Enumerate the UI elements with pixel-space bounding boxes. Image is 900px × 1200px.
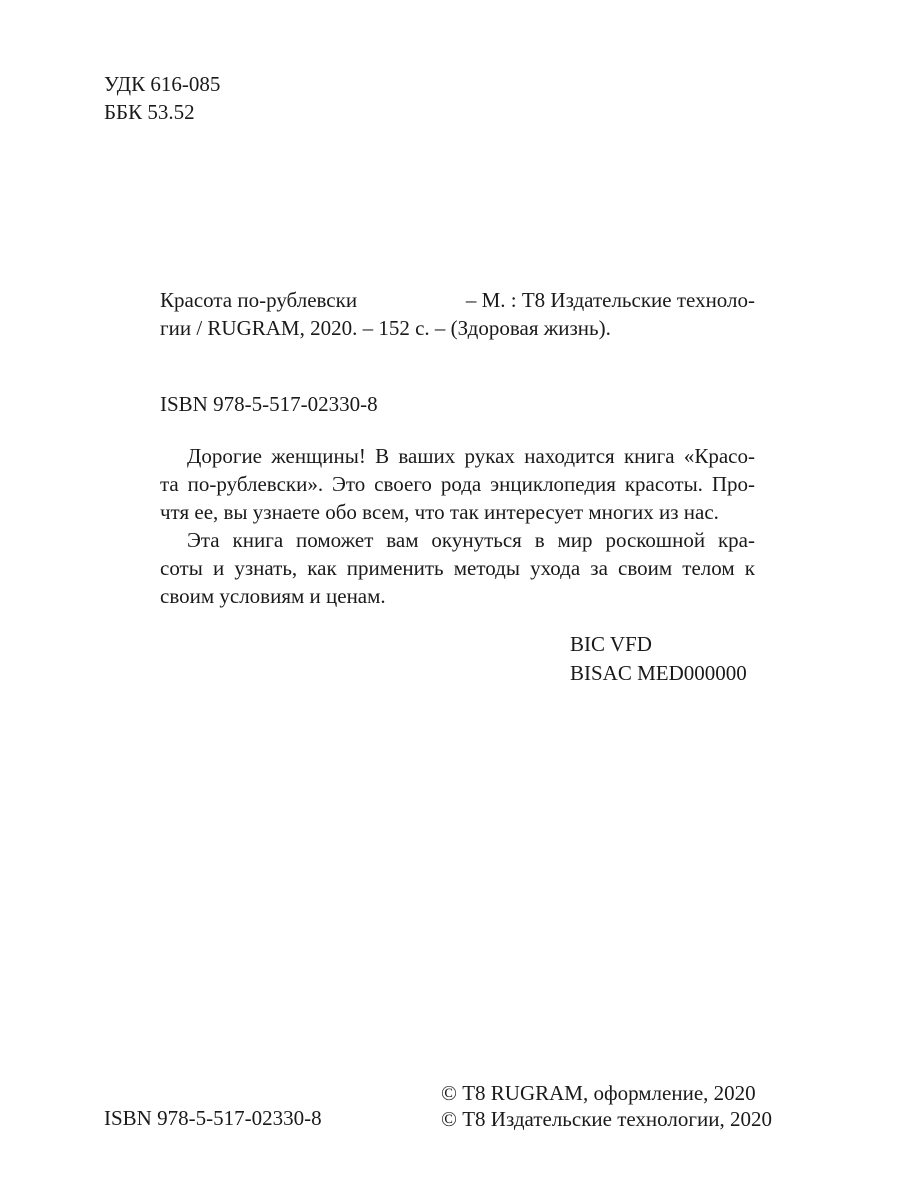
annotation [160, 442, 755, 610]
copyright-block [441, 1079, 772, 1131]
udk-code: УДК 616-085 [104, 72, 221, 96]
classification-block [104, 70, 220, 126]
annotation-line: соты и узнать, как применить методы ухода за своим телом к [160, 556, 755, 580]
subject-codes [570, 630, 747, 688]
copyright-line-1: © Т8 RUGRAM, оформление, 2020 [441, 1081, 756, 1105]
annotation-line: Дорогие женщины! В ваших руках находится книга «Красо- [187, 444, 755, 468]
bibliographic-line-2: гии / RUGRAM, 2020. – 152 с. – (Здоровая жизнь). [160, 316, 611, 340]
bibliographic-line-1 [160, 286, 755, 314]
bibliographic-record [160, 286, 755, 342]
copyright-line-2: © Т8 Издательские технологии, 2020 [441, 1107, 772, 1131]
annotation-line: Эта книга поможет вам окунуться в мир роскошной кра- [187, 528, 755, 552]
publisher-info: – М. : Т8 Издательские техноло- [465, 288, 755, 312]
bisac-code: BISAC MED000000 [570, 661, 747, 685]
bic-code: BIC VFD [570, 632, 652, 656]
bbk-code: ББК 53.52 [104, 100, 195, 124]
isbn-main: ISBN 978-5-517-02330-8 [160, 392, 378, 416]
annotation-line: чтя ее, вы узнаете обо всем, что так интересует многих из нас. [160, 500, 719, 524]
book-title: Красота по-рублевски [160, 288, 358, 312]
annotation-line: та по-рублевски». Это своего рода энциклопедия красоты. Про- [160, 472, 755, 496]
isbn-bottom: ISBN 978-5-517-02330-8 [104, 1106, 322, 1130]
annotation-line: своим условиям и ценам. [160, 584, 386, 608]
